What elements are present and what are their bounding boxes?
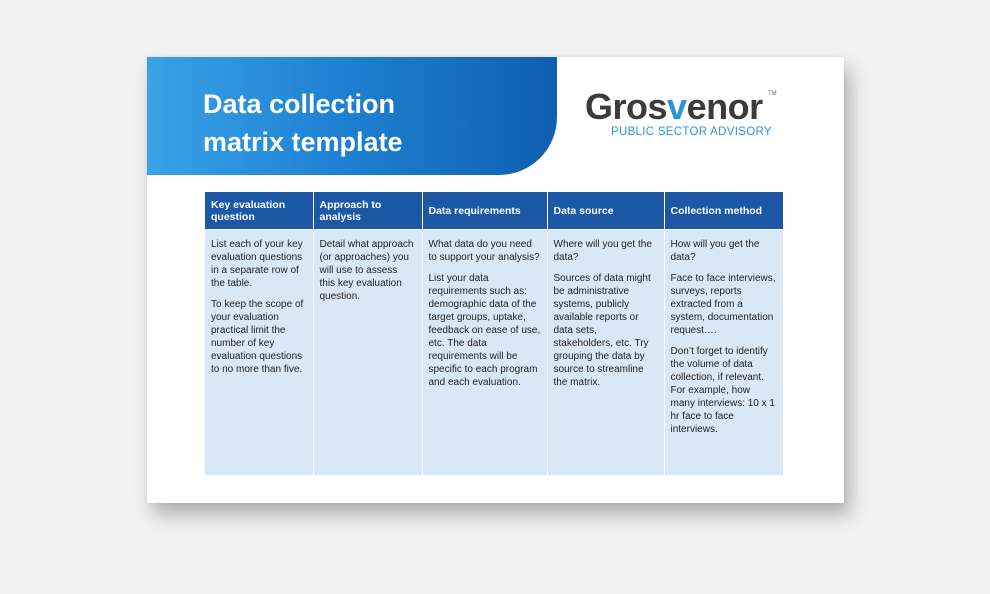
title-banner	[147, 57, 557, 175]
cell-paragraph: How will you get the data?	[670, 239, 760, 263]
cell-paragraph: Detail what approach (or approaches) you will use to assess this key evaluation question.	[319, 239, 414, 302]
matrix-body-row	[205, 230, 783, 476]
template-card	[147, 57, 844, 503]
column-header-data-requirements: Data requirements	[422, 192, 547, 230]
cell-paragraph: List your data requirements such as: demographic data of the target groups, uptake, feedback on ease of use, etc. The data requirements will be specific to each program and each evaluation.	[428, 273, 541, 388]
logo-tagline: PUBLIC SECTOR ADVISORY	[611, 126, 772, 138]
column-header-key-evaluation-question: Key evaluation question	[205, 192, 313, 230]
column-header-data-source: Data source	[547, 192, 664, 230]
cell-paragraph: Where will you get the data?	[553, 239, 652, 263]
matrix-header-row	[205, 192, 783, 230]
cell-data-source	[547, 230, 664, 476]
cell-key-evaluation-question	[205, 230, 313, 476]
grosvenor-logo	[585, 85, 785, 145]
cell-paragraph: Sources of data might be administrative systems, publicly available reports or data sets, stakeholders, etc. Try grouping the data by source to streamline the matrix.	[553, 273, 651, 388]
cell-paragraph: To keep the scope of your evaluation practical limit the number of key evaluation questions to no more than five.	[211, 299, 304, 375]
data-collection-matrix	[205, 192, 783, 475]
cell-approach-to-analysis	[313, 230, 422, 476]
cell-paragraph: List each of your key evaluation questions in a separate row of the table.	[211, 239, 303, 289]
cell-paragraph: What data do you need to support your analysis?	[428, 239, 540, 263]
cell-paragraph: Don’t forget to identify the volume of data collection, if relevant. For example, how many interviews: 10 x 1 hr face to face interviews.	[670, 346, 775, 435]
column-header-approach-to-analysis: Approach to analysis	[313, 192, 422, 230]
cell-data-requirements	[422, 230, 547, 476]
logo-wordmark: Grosvenor	[585, 86, 763, 127]
cell-collection-method	[664, 230, 783, 476]
column-header-collection-method: Collection method	[664, 192, 783, 230]
logo-v-mark: v	[667, 86, 687, 127]
cell-paragraph: Face to face interviews, surveys, reports extracted from a system, documentation request….	[670, 273, 776, 336]
document-title: Data collection matrix template	[203, 89, 403, 157]
logo-trademark: TM	[768, 91, 777, 97]
